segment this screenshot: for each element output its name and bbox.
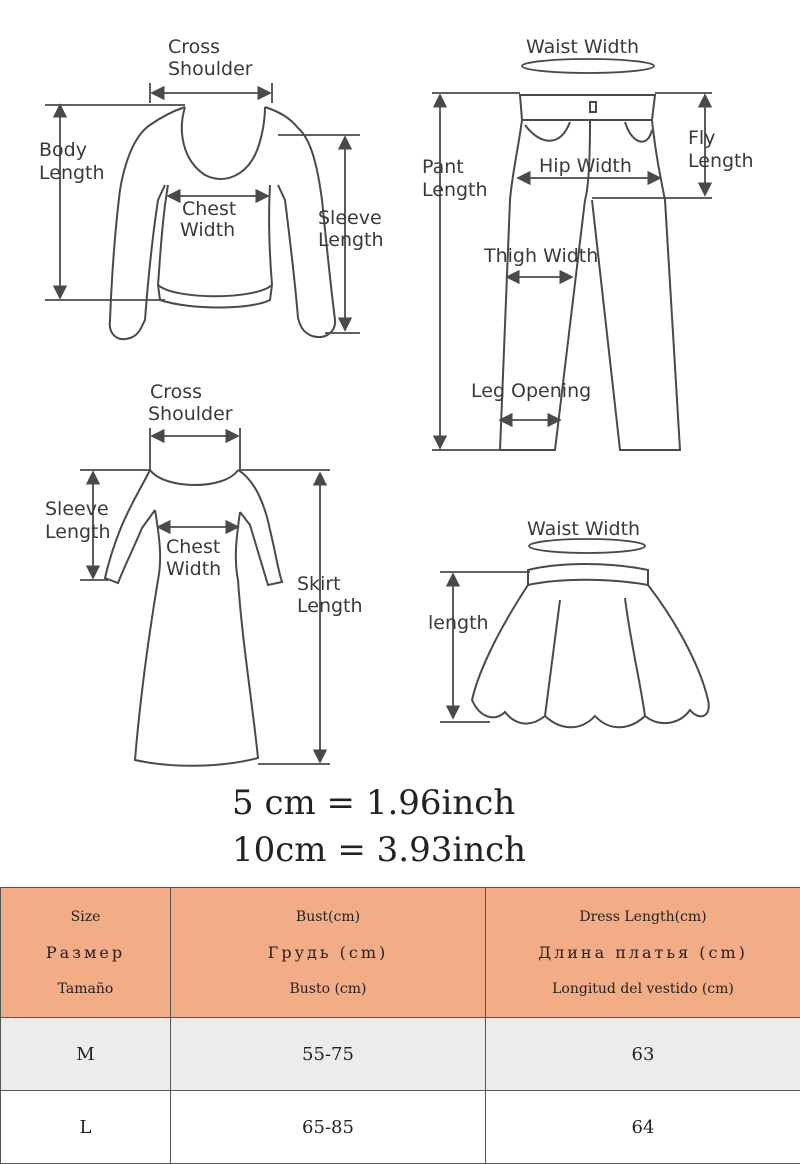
table-row (1, 1091, 800, 1164)
thigh-width-label: Thigh Width (483, 245, 598, 267)
skirt-length-label-2: Length (297, 595, 363, 617)
header-size-en: Size (1, 899, 170, 935)
hip-width-label: Hip Width (539, 155, 632, 177)
header-bust (171, 888, 486, 1018)
header-size (1, 888, 171, 1018)
pant-length-label-1: Pant (422, 156, 464, 178)
header-dress-length (486, 888, 800, 1018)
dress-chest-width-label-1: Chest (166, 536, 220, 558)
sweater-sleeve-length-label-2: Length (318, 229, 384, 251)
sweater-cross-shoulder-label-1: Cross (168, 36, 220, 58)
conversion-line-1: 5 cm = 1.96inch (232, 783, 800, 823)
sweater-chest-width-label-2: Width (180, 219, 235, 241)
header-length-ru: Длина платья (cm) (486, 935, 800, 971)
skirt-length-label-1: Skirt (297, 573, 341, 595)
body-length-label-2: Length (39, 162, 105, 184)
dress-sleeve-length-label-2: Length (45, 521, 111, 543)
pant-length-label-2: Length (422, 179, 488, 201)
sweater-chest-width-label-1: Chest (182, 198, 236, 220)
length-cell: 64 (486, 1091, 800, 1164)
skirt-waist-width-label: Waist Width (527, 518, 640, 540)
dress-measures (80, 428, 330, 764)
leg-opening-label: Leg Opening (471, 380, 591, 402)
table-header-row (1, 888, 800, 1018)
conversion-line-2: 10cm = 3.93inch (232, 830, 800, 870)
pants-waist-width-label: Waist Width (526, 36, 639, 58)
header-bust-ru: Грудь (cm) (171, 935, 485, 971)
header-bust-es: Busto (cm) (171, 971, 485, 1007)
header-length-en: Dress Length(cm) (486, 899, 800, 935)
header-size-es: Tamaño (1, 971, 170, 1007)
body-length-label-1: Body (39, 139, 87, 161)
size-table (0, 887, 800, 1164)
dress-sleeve-length-label-1: Sleeve (45, 498, 109, 520)
dress-drawing (105, 470, 282, 766)
length-cell: 63 (486, 1018, 800, 1091)
header-size-ru: Размер (1, 935, 170, 971)
header-length-es: Longitud del vestido (cm) (486, 971, 800, 1007)
sweater-cross-shoulder-label-2: Shoulder (168, 58, 253, 80)
bust-cell: 55-75 (171, 1018, 486, 1091)
dress-chest-width-label-2: Width (166, 558, 221, 580)
table-row (1, 1018, 800, 1091)
fly-length-label-1: Fly (688, 127, 715, 149)
header-bust-en: Bust(cm) (171, 899, 485, 935)
fly-length-label-2: Length (688, 150, 754, 172)
size-cell: M (1, 1018, 171, 1091)
dress-cross-shoulder-label-1: Cross (150, 381, 202, 403)
skirt-length-label: length (428, 612, 489, 634)
sweater-sleeve-length-label-1: Sleeve (318, 207, 382, 229)
dress-cross-shoulder-label-2: Shoulder (148, 403, 233, 425)
skirt-drawing (472, 564, 709, 727)
size-cell: L (1, 1091, 171, 1164)
bust-cell: 65-85 (171, 1091, 486, 1164)
